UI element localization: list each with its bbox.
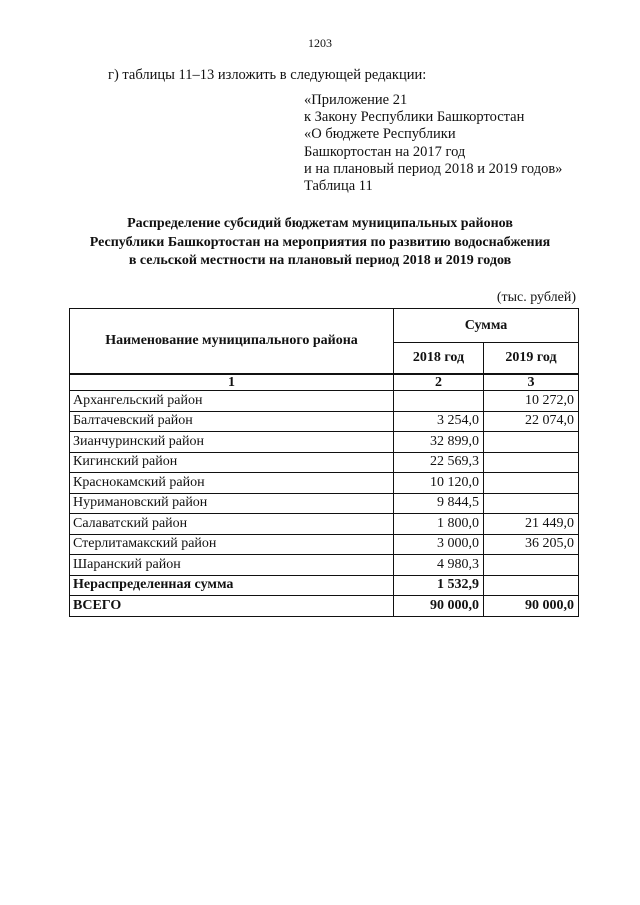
subsidy-table xyxy=(69,308,579,617)
district-name-cell: Шаранский район xyxy=(70,555,394,576)
district-name-cell: Нераспределенная сумма xyxy=(70,575,394,596)
table-row xyxy=(70,555,579,576)
annex-line: «О бюджете Республики xyxy=(304,126,456,143)
table-row xyxy=(70,432,579,453)
amount-2019-cell xyxy=(484,452,579,473)
amount-2018-cell: 1 532,9 xyxy=(394,575,484,596)
annex-line: Башкортостан на 2017 год xyxy=(304,143,466,160)
column-number: 3 xyxy=(484,374,579,391)
district-name-cell: Салаватский район xyxy=(70,514,394,535)
header-year-2019: 2019 год xyxy=(484,343,579,375)
amount-2019-cell xyxy=(484,493,579,514)
amount-2019-cell: 90 000,0 xyxy=(484,596,579,617)
amount-2019-cell xyxy=(484,575,579,596)
header-sum: Сумма xyxy=(394,309,579,343)
district-name-cell: Стерлитамакский район xyxy=(70,534,394,555)
district-name-cell: Кигинский район xyxy=(70,452,394,473)
column-number-row xyxy=(70,374,579,391)
amount-2019-cell xyxy=(484,473,579,494)
amount-2018-cell: 10 120,0 xyxy=(394,473,484,494)
annex-line: «Приложение 21 xyxy=(304,92,408,108)
amount-2018-cell: 3 254,0 xyxy=(394,411,484,432)
amount-2018-cell: 4 980,3 xyxy=(394,555,484,576)
title-line: Распределение субсидий бюджетам муниципальных районов xyxy=(127,216,513,231)
table-row xyxy=(70,493,579,514)
header-year-2018: 2018 год xyxy=(394,343,484,375)
amount-2018-cell xyxy=(394,391,484,412)
amount-2019-cell: 22 074,0 xyxy=(484,411,579,432)
amount-2018-cell: 3 000,0 xyxy=(394,534,484,555)
district-name-cell: Балтачевский район xyxy=(70,411,394,432)
district-name-cell: Архангельский район xyxy=(70,391,394,412)
amount-2018-cell: 9 844,5 xyxy=(394,493,484,514)
table-row xyxy=(70,534,579,555)
amount-2018-cell: 1 800,0 xyxy=(394,514,484,535)
page-number: 1203 xyxy=(308,36,332,50)
document-title xyxy=(0,215,640,271)
district-name-cell: Нуримановский район xyxy=(70,493,394,514)
district-name-cell: Краснокамский район xyxy=(70,473,394,494)
column-number: 2 xyxy=(394,374,484,391)
district-name-cell: Зианчуринский район xyxy=(70,432,394,453)
header-district-name: Наименование муниципального района xyxy=(70,309,394,375)
table-row xyxy=(70,473,579,494)
annex-line: Таблица 11 xyxy=(304,178,373,195)
table-row xyxy=(70,596,579,617)
table-row xyxy=(70,452,579,473)
amount-2019-cell xyxy=(484,555,579,576)
amount-2019-cell: 10 272,0 xyxy=(484,391,579,412)
amount-2018-cell: 22 569,3 xyxy=(394,452,484,473)
amount-2018-cell: 90 000,0 xyxy=(394,596,484,617)
amount-2019-cell: 36 205,0 xyxy=(484,534,579,555)
title-line: Республики Башкортостан на мероприятия по развитию водоснабжения xyxy=(89,234,551,250)
annex-line: и на плановый период 2018 и 2019 годов» xyxy=(304,160,563,177)
annex-line: к Закону Республики Башкортостан xyxy=(304,109,525,126)
annex-block xyxy=(304,92,562,195)
table-row xyxy=(70,575,579,596)
column-number: 1 xyxy=(70,374,394,391)
table-row xyxy=(70,391,579,412)
amount-2019-cell: 21 449,0 xyxy=(484,514,579,535)
table-row xyxy=(70,514,579,535)
amount-2018-cell: 32 899,0 xyxy=(394,432,484,453)
units-label: (тыс. рублей) xyxy=(496,290,576,305)
district-name-cell: ВСЕГО xyxy=(70,596,394,617)
amount-2019-cell xyxy=(484,432,579,453)
title-line: в сельской местности на плановый период 2018 и 2019 годов xyxy=(128,253,512,268)
intro-text: г) таблицы 11–13 изложить в следующей редакции: xyxy=(108,67,427,83)
table-row xyxy=(70,411,579,432)
